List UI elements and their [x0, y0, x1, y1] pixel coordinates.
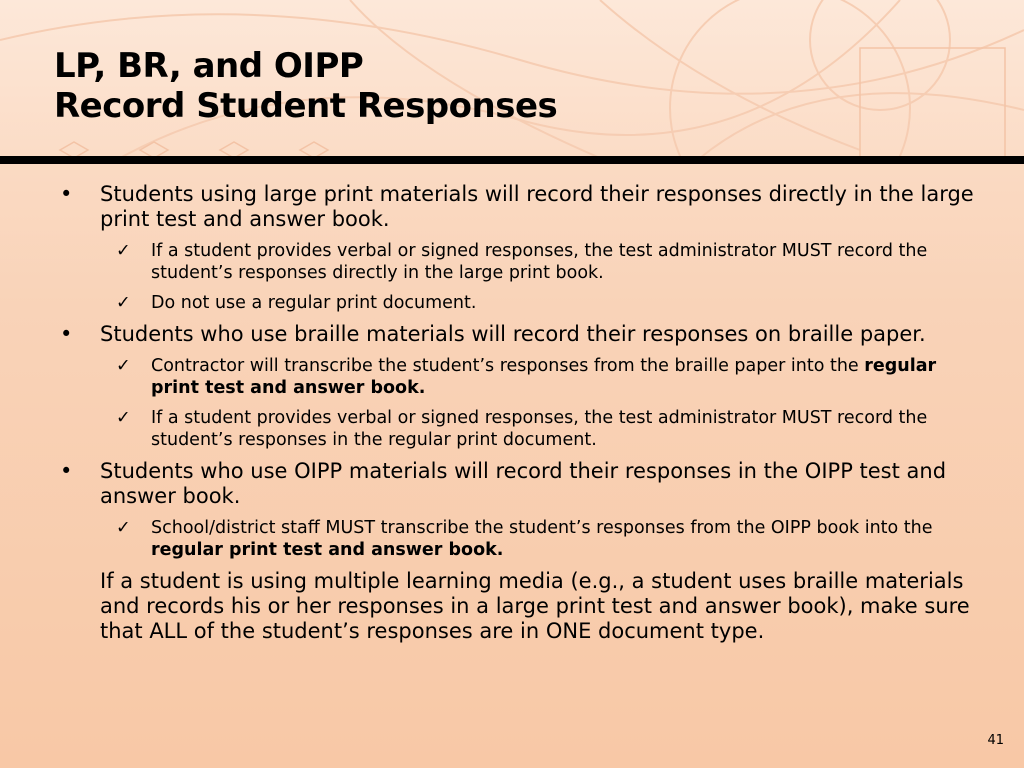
- title-line-1: LP, BR, and OIPP: [54, 46, 364, 86]
- bullet-item: [58, 459, 978, 509]
- sub-bullet-text: If a student provides verbal or signed responses, the test administrator MUST record the student’s responses directly in the large print book.: [151, 241, 928, 283]
- sub-bullet-item: [58, 240, 978, 284]
- sub-bullet-item: [58, 517, 978, 561]
- sub-bullet-text: If a student provides verbal or signed responses, the test administrator MUST record the student’s responses in the regular print document.: [151, 408, 928, 450]
- slide-title: [54, 46, 557, 126]
- title-line-2: Record Student Responses: [54, 86, 558, 126]
- sub-bullet-item: [58, 355, 978, 399]
- sub-bullet-text: Do not use a regular print document.: [151, 293, 477, 313]
- checkmark-icon: ✓: [116, 293, 131, 313]
- sub-bullet-bold-text: regular print test and answer book.: [151, 540, 504, 560]
- sub-bullet-bold-text: regular print test and answer book.: [151, 356, 937, 398]
- bullet-icon: •: [60, 182, 73, 206]
- sub-bullet-item: [58, 407, 978, 451]
- sub-bullet-item: [58, 292, 978, 314]
- bullet-text: Students who use braille materials will record their responses on braille paper.: [100, 322, 926, 346]
- checkmark-icon: ✓: [116, 241, 131, 261]
- bullet-text: Students using large print materials will record their responses directly in the large print test and answer book.: [100, 182, 974, 231]
- sub-bullet-text: Contractor will transcribe the student’s responses from the braille paper into the: [151, 356, 865, 376]
- bullet-item: [58, 182, 978, 232]
- checkmark-icon: ✓: [116, 356, 131, 376]
- checkmark-icon: ✓: [116, 518, 131, 538]
- sub-bullet-text: School/district staff MUST transcribe the student’s responses from the OIPP book into the: [151, 518, 933, 538]
- closing-paragraph: If a student is using multiple learning media (e.g., a student uses braille materials and records his or her responses in a large print test and answer book), make sure that ALL of the student’s responses are in ONE document type.: [100, 569, 970, 643]
- bullet-icon: •: [60, 459, 73, 483]
- bullet-item: [58, 322, 978, 347]
- bullet-icon: •: [60, 322, 73, 346]
- title-divider: [0, 156, 1024, 164]
- slide-header: [0, 0, 1024, 158]
- bullet-text: Students who use OIPP materials will record their responses in the OIPP test and answer book.: [100, 459, 947, 508]
- page-number: 41: [987, 733, 1004, 748]
- slide-body: [58, 182, 978, 644]
- checkmark-icon: ✓: [116, 408, 131, 428]
